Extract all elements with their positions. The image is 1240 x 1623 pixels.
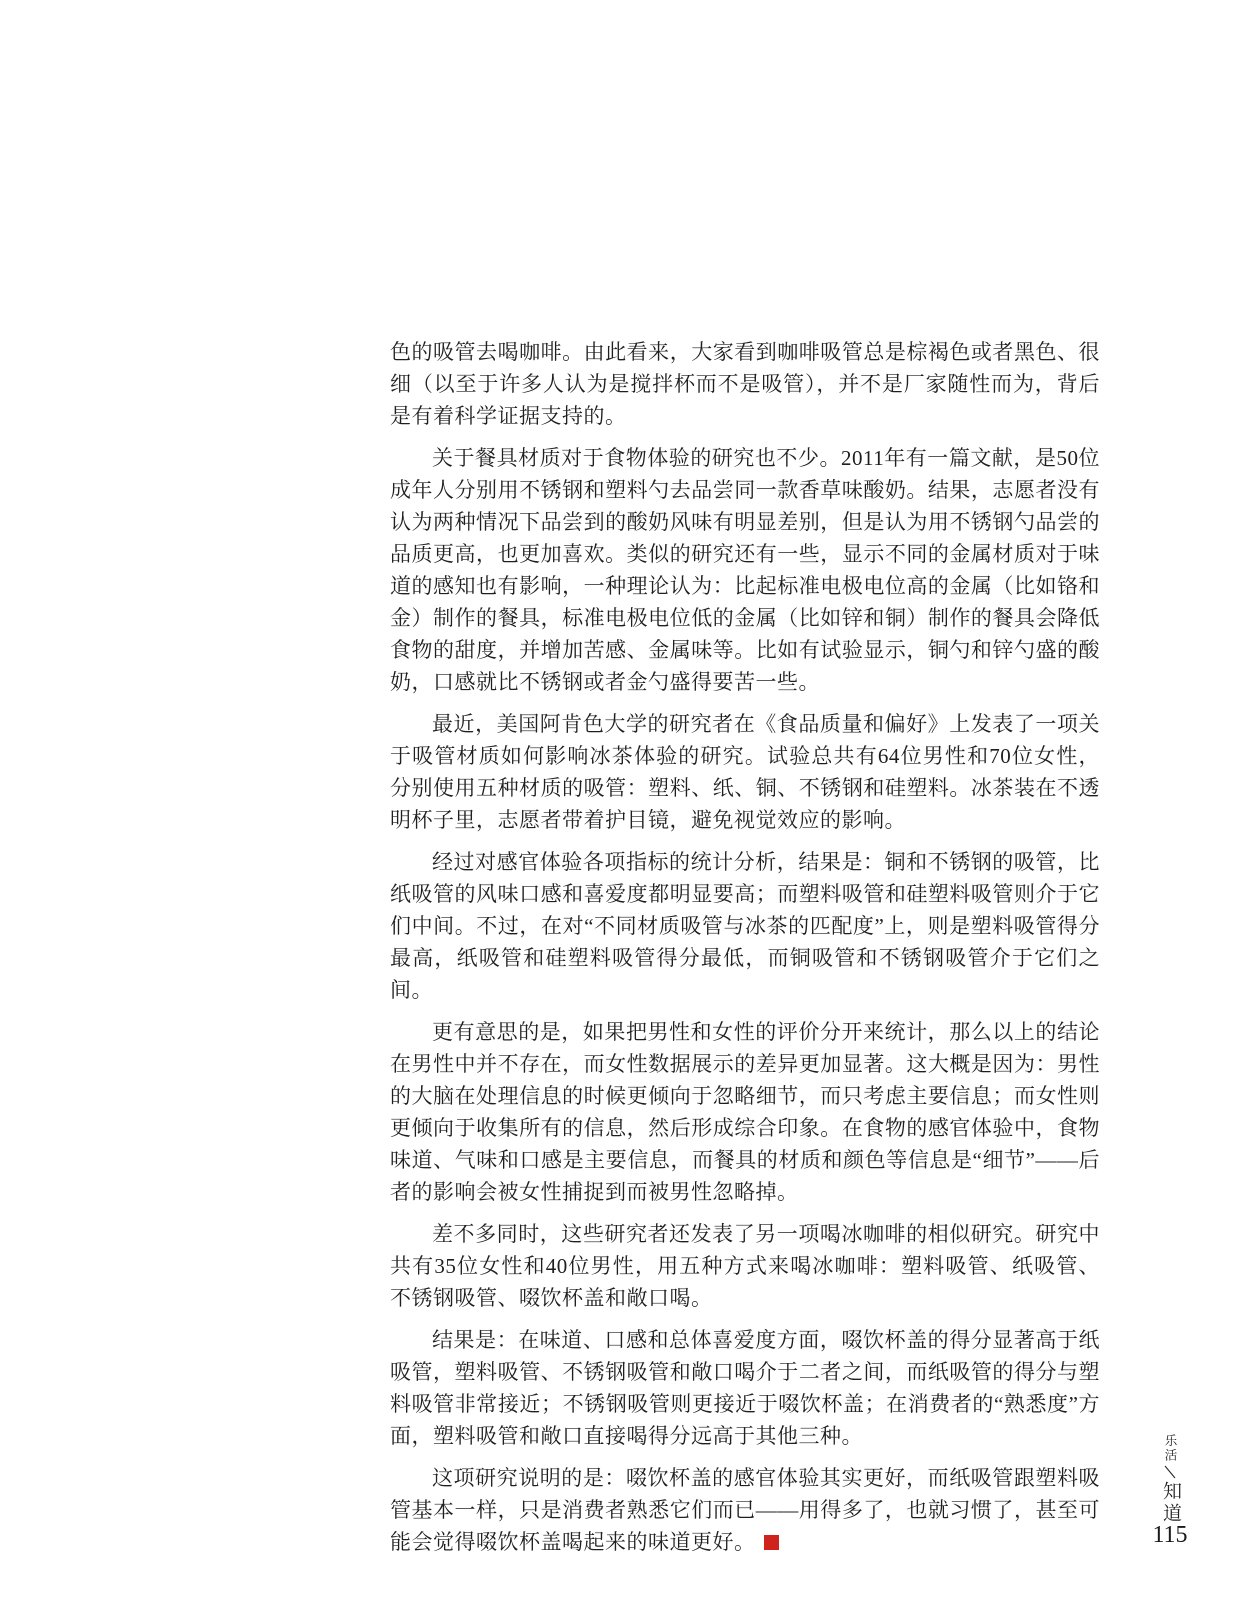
article-paragraph: 色的吸管去喝咖啡。由此看来，大家看到咖啡吸管总是棕褐色或者黑色、很细（以至于许多人认为是搅拌杯而不是吸管），并不是厂家随性而为，背后是有着科学证据支持的。 [390, 340, 1100, 428]
article-paragraph: 差不多同时，这些研究者还发表了另一项喝冰咖啡的相似研究。研究中共有35位女性和40位男性，用五种方式来喝冰咖啡：塑料吸管、纸吸管、不锈钢吸管、啜饮杯盖和敞口喝。 [390, 1222, 1100, 1310]
section-marker [1148, 1434, 1192, 1525]
article-body [390, 336, 1100, 1568]
article-paragraph: 最近，美国阿肯色大学的研究者在《食品质量和偏好》上发表了一项关于吸管材质如何影响冰茶体验的研究。试验总共有64位男性和70位女性，分别使用五种材质的吸管：塑料、纸、铜、不锈钢和硅塑料。冰茶装在不透明杯子里，志愿者带着护目镜，避免视觉效应的影响。 [390, 712, 1100, 832]
article-paragraph: 关于餐具材质对于食物体验的研究也不少。2011年有一篇文献，是50位成年人分别用不锈钢和塑料勺去品尝同一款香草味酸奶。结果，志愿者没有认为两种情况下品尝到的酸奶风味有明显差别，但是认为用不锈钢勺品尝的品质更高，也更加喜欢。类似的研究还有一些，显示不同的金属材质对于味道的感知也有影响，一种理论认为：比起标准电极电位高的金属（比如铬和金）制作的餐具，标准电极电位低的金属（比如锌和铜）制作的餐具会降低食物的甜度，并增加苦感、金属味等。比如有试验显示，铜勺和锌勺盛的酸奶，口感就比不锈钢或者金勺盛得要苦一些。 [390, 446, 1100, 694]
article-paragraph: 这项研究说明的是：啜饮杯盖的感官体验其实更好，而纸吸管跟塑料吸管基本一样，只是消费者熟悉它们而已——用得多了，也就习惯了，甚至可能会觉得啜饮杯盖喝起来的味道更好。 [390, 1466, 1100, 1554]
end-of-article-mark [764, 1535, 779, 1550]
slash-divider-icon [1162, 1464, 1178, 1480]
section-label-small: 乐活 [1163, 1434, 1177, 1463]
article-paragraph: 经过对感官体验各项指标的统计分析，结果是：铜和不锈钢的吸管，比纸吸管的风味口感和喜爱度都明显要高；而塑料吸管和硅塑料吸管则介于它们中间。不过，在对“不同材质吸管与冰茶的匹配度”上，则是塑料吸管得分最高，纸吸管和硅塑料吸管得分最低，而铜吸管和不锈钢吸管介于它们之间。 [390, 850, 1100, 1002]
page-number: 115 [1152, 1522, 1188, 1548]
article-paragraph: 结果是：在味道、口感和总体喜爱度方面，啜饮杯盖的得分显著高于纸吸管，塑料吸管、不锈钢吸管和敞口喝介于二者之间，而纸吸管的得分与塑料吸管非常接近；不锈钢吸管则更接近于啜饮杯盖；在消费者的“熟悉度”方面，塑料吸管和敞口直接喝得分远高于其他三种。 [390, 1328, 1100, 1448]
article-paragraph: 更有意思的是，如果把男性和女性的评价分开来统计，那么以上的结论在男性中并不存在，而女性数据展示的差异更加显著。这大概是因为：男性的大脑在处理信息的时候更倾向于忽略细节，而只考虑主要信息；而女性则更倾向于收集所有的信息，然后形成综合印象。在食物的感官体验中，食物味道、气味和口感是主要信息，而餐具的材质和颜色等信息是“细节”——后者的影响会被女性捕捉到而被男性忽略掉。 [390, 1020, 1100, 1204]
section-label-large: 知道 [1160, 1481, 1181, 1525]
